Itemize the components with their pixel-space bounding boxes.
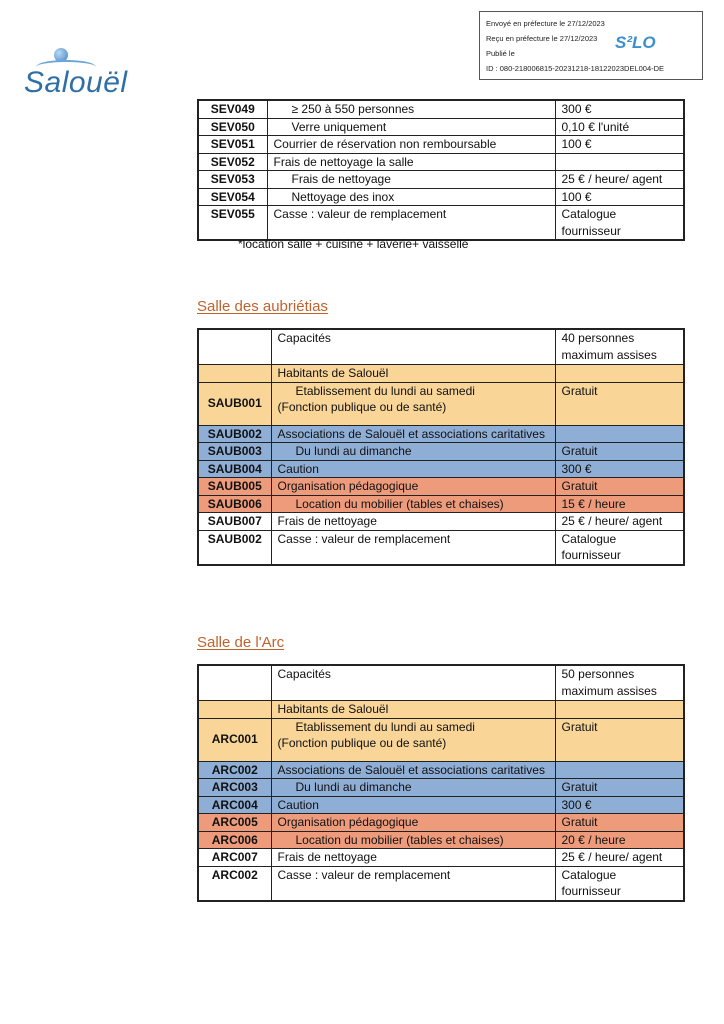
- label-cell: [271, 382, 555, 425]
- table-row: [198, 849, 684, 867]
- label-line: Etablissement du lundi au samedi: [295, 719, 475, 734]
- stamp-sent: Envoyé en préfecture le 27/12/2023: [486, 19, 605, 28]
- label-text: Courrier de réservation non remboursable: [273, 137, 497, 151]
- table-row: [198, 329, 684, 365]
- label-cell: [271, 718, 555, 761]
- code-cell: SAUB002: [198, 530, 271, 565]
- code-cell: SAUB006: [198, 495, 271, 513]
- table-row: [198, 443, 684, 461]
- section-title-arc: Salle de l'Arc: [197, 634, 285, 651]
- table-row: [198, 478, 684, 496]
- code-cell: ARC002: [198, 761, 271, 779]
- residents-label: Habitants de Salouël: [271, 365, 555, 383]
- label-line: (Fonction publique ou de santé): [277, 736, 447, 750]
- price-cell: 100 €: [555, 136, 684, 154]
- price-cell: 25 € / heure/ agent: [555, 171, 684, 189]
- label-text: Nettoyage des inox: [291, 189, 395, 204]
- price-cell: 300 €: [555, 460, 684, 478]
- table-row: [198, 100, 684, 118]
- code-cell: ARC006: [198, 831, 271, 849]
- label-text: Frais de nettoyage: [291, 172, 391, 186]
- price-cell: Gratuit: [555, 382, 684, 425]
- table-row: [198, 665, 684, 701]
- price-cell: 100 €: [555, 188, 684, 206]
- table-row: [198, 460, 684, 478]
- code-cell: [198, 701, 271, 719]
- aubrietias-table: [197, 328, 685, 566]
- code-cell: SAUB002: [198, 425, 271, 443]
- label-text: ≥ 250 à 550 personnes: [291, 102, 415, 116]
- table-row: [198, 796, 684, 814]
- table-row: [198, 495, 684, 513]
- label-text: Verre uniquement: [291, 119, 387, 134]
- capacity-value: 50 personnes maximum assises: [555, 665, 684, 701]
- price-cell: Gratuit: [555, 443, 684, 461]
- label-cell: Caution: [271, 460, 555, 478]
- price-cell: 25 € / heure/ agent: [555, 849, 684, 867]
- price-cell: 20 € / heure: [555, 831, 684, 849]
- label-line: Etablissement du lundi au samedi: [295, 383, 475, 398]
- label-cell: [267, 206, 555, 241]
- capacity-label: Capacités: [271, 665, 555, 701]
- label-cell: [267, 100, 555, 118]
- capacity-value: 40 personnes maximum assises: [555, 329, 684, 365]
- label-cell: Organisation pédagogique: [271, 478, 555, 496]
- price-cell: 300 €: [555, 100, 684, 118]
- label-cell: [271, 443, 555, 461]
- price-cell: Gratuit: [555, 814, 684, 832]
- code-cell: ARC005: [198, 814, 271, 832]
- code-cell: SAUB003: [198, 443, 271, 461]
- section-title-aubrietias: Salle des aubriétias: [197, 298, 328, 315]
- label-text: Du lundi au dimanche: [295, 780, 412, 794]
- code-cell: ARC002: [198, 866, 271, 901]
- code-cell: ARC003: [198, 779, 271, 797]
- label-cell: Associations de Salouël et associations caritatives: [271, 761, 555, 779]
- code-cell: SEV055: [198, 206, 267, 241]
- table-row: [198, 831, 684, 849]
- capacity-label: Capacités: [271, 329, 555, 365]
- price-cell: [555, 153, 684, 171]
- sev-price-table: [197, 99, 685, 241]
- s2lo-logo: S²LO: [615, 33, 656, 52]
- code-cell: SAUB004: [198, 460, 271, 478]
- price-cell: [555, 425, 684, 443]
- table-row: [198, 779, 684, 797]
- label-cell: [271, 779, 555, 797]
- label-cell: [267, 188, 555, 206]
- label-text: Location du mobilier (tables et chaises): [295, 832, 504, 847]
- table-row: [198, 188, 684, 206]
- price-cell: 0,10 € l'unité: [555, 118, 684, 136]
- price-cell: 25 € / heure/ agent: [555, 513, 684, 531]
- table-row: [198, 866, 684, 901]
- table-row: [198, 513, 684, 531]
- label-cell: [271, 831, 555, 849]
- label-cell: [267, 153, 555, 171]
- label-cell: Caution: [271, 796, 555, 814]
- prefecture-stamp: [479, 11, 703, 80]
- price-cell: Gratuit: [555, 478, 684, 496]
- price-cell: Catalogue fournisseur: [555, 866, 684, 901]
- label-cell: Frais de nettoyage: [271, 849, 555, 867]
- code-cell: [198, 365, 271, 383]
- price-cell: 15 € / heure: [555, 495, 684, 513]
- price-cell: [555, 701, 684, 719]
- label-cell: [267, 136, 555, 154]
- label-line: (Fonction publique ou de santé): [277, 400, 447, 414]
- table-row: [198, 425, 684, 443]
- price-cell: Gratuit: [555, 718, 684, 761]
- table-row: [198, 171, 684, 189]
- table-row: [198, 382, 684, 425]
- label-cell: [267, 118, 555, 136]
- table-row: [198, 136, 684, 154]
- price-cell: [555, 761, 684, 779]
- price-cell: Catalogue fournisseur: [555, 530, 684, 565]
- table-row: [198, 530, 684, 565]
- label-cell: Associations de Salouël et associations caritatives: [271, 425, 555, 443]
- label-text: Casse : valeur de remplacement: [273, 207, 447, 221]
- table-row: [198, 761, 684, 779]
- table-row: [198, 365, 684, 383]
- stamp-published: Publié le: [486, 49, 515, 58]
- price-cell: Gratuit: [555, 779, 684, 797]
- code-cell: [198, 665, 271, 701]
- stamp-received: Reçu en préfecture le 27/12/2023: [486, 34, 598, 43]
- salouel-logo: [10, 22, 130, 99]
- code-cell: ARC004: [198, 796, 271, 814]
- code-cell: SAUB005: [198, 478, 271, 496]
- table-row: [198, 118, 684, 136]
- code-cell: SEV053: [198, 171, 267, 189]
- label-cell: Casse : valeur de remplacement: [271, 866, 555, 901]
- footnote: *location salle + cuisine + laverie+ vaisselle: [238, 237, 469, 251]
- logo-text: Salouël: [24, 66, 128, 99]
- code-cell: SEV049: [198, 100, 267, 118]
- table-row: [198, 206, 684, 241]
- label-cell: [271, 495, 555, 513]
- code-cell: SEV052: [198, 153, 267, 171]
- table-row: [198, 718, 684, 761]
- code-cell: SAUB007: [198, 513, 271, 531]
- label-text: Location du mobilier (tables et chaises): [295, 496, 504, 511]
- table-row: [198, 153, 684, 171]
- sev-table-body: [198, 100, 684, 240]
- code-cell: SEV054: [198, 188, 267, 206]
- label-cell: Organisation pédagogique: [271, 814, 555, 832]
- code-cell: ARC007: [198, 849, 271, 867]
- label-cell: Casse : valeur de remplacement: [271, 530, 555, 565]
- code-cell: [198, 329, 271, 365]
- code-cell: SEV050: [198, 118, 267, 136]
- label-text: Frais de nettoyage la salle: [273, 154, 414, 169]
- price-cell: 300 €: [555, 796, 684, 814]
- label-cell: [267, 171, 555, 189]
- residents-label: Habitants de Salouël: [271, 701, 555, 719]
- price-cell: [555, 365, 684, 383]
- stamp-id: ID : 080-218006815-20231218-18122023DEL004-DE: [486, 64, 665, 73]
- table-row: [198, 701, 684, 719]
- code-cell: SEV051: [198, 136, 267, 154]
- arc-table: [197, 664, 685, 902]
- code-cell: ARC001: [198, 718, 271, 761]
- label-text: Du lundi au dimanche: [295, 444, 412, 458]
- price-cell: Catalogue fournisseur: [555, 206, 684, 241]
- label-cell: Frais de nettoyage: [271, 513, 555, 531]
- code-cell: SAUB001: [198, 382, 271, 425]
- table-row: [198, 814, 684, 832]
